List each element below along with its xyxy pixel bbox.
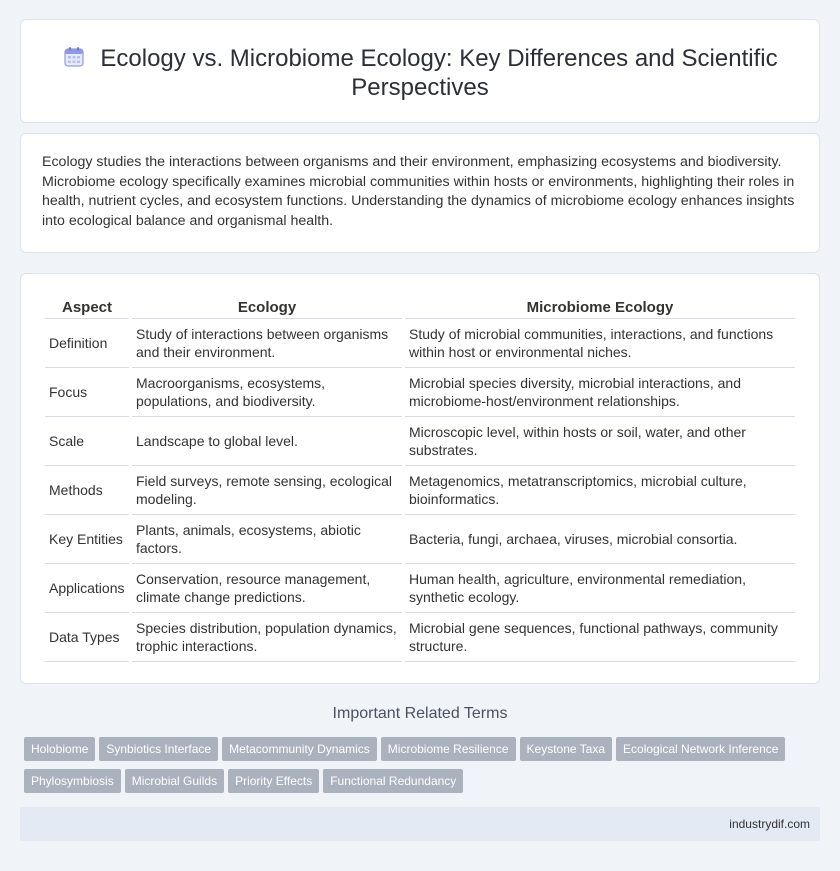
row-microbiome: Microbial gene sequences, functional pathways, community structure. xyxy=(405,613,795,662)
footer-site[interactable]: industrydif.com xyxy=(729,817,810,831)
comparison-table-card xyxy=(20,273,820,684)
intro-card xyxy=(20,133,820,253)
row-ecology: Plants, animals, ecosystems, abiotic factors. xyxy=(132,515,402,564)
tag-ecological-network-inference[interactable]: Ecological Network Inference xyxy=(616,737,785,761)
table-row xyxy=(45,466,795,515)
tag-phylosymbiosis[interactable]: Phylosymbiosis xyxy=(24,769,121,793)
tag-keystone-taxa[interactable]: Keystone Taxa xyxy=(520,737,613,761)
tag-functional-redundancy[interactable]: Functional Redundancy xyxy=(323,769,463,793)
table-row xyxy=(45,319,795,368)
row-ecology: Conservation, resource management, climate change predictions. xyxy=(132,564,402,613)
title-wrap xyxy=(21,44,819,102)
intro-text: Ecology studies the interactions between organisms and their environment, emphasizing ecosystems and biodiversity. Microbiome ecology specifically examines microbial communities within hosts or environments, highlighting their roles in health, nutrient cycles, and ecosystem functions. Understanding the dynamics of microbiome ecology enhances insights into ecological balance and organismal health. xyxy=(42,154,795,229)
tag-synbiotics-interface[interactable]: Synbiotics Interface xyxy=(99,737,218,761)
row-aspect: Applications xyxy=(45,564,129,613)
tag-priority-effects[interactable]: Priority Effects xyxy=(228,769,319,793)
tag-microbial-guilds[interactable]: Microbial Guilds xyxy=(125,769,224,793)
related-terms-list xyxy=(24,737,824,801)
row-microbiome: Metagenomics, metatranscriptomics, microbial culture, bioinformatics. xyxy=(405,466,795,515)
header-aspect: Aspect xyxy=(45,297,129,319)
row-aspect: Focus xyxy=(45,368,129,417)
row-microbiome: Bacteria, fungi, archaea, viruses, microbial consortia. xyxy=(405,515,795,564)
row-aspect: Key Entities xyxy=(45,515,129,564)
row-ecology: Landscape to global level. xyxy=(132,417,402,466)
row-ecology: Macroorganisms, ecosystems, populations, and biodiversity. xyxy=(132,368,402,417)
row-aspect: Scale xyxy=(45,417,129,466)
tag-metacommunity-dynamics[interactable]: Metacommunity Dynamics xyxy=(222,737,377,761)
row-microbiome: Microbial species diversity, microbial interactions, and microbiome-host/environment relationships. xyxy=(405,368,795,417)
row-microbiome: Human health, agriculture, environmental remediation, synthetic ecology. xyxy=(405,564,795,613)
row-aspect: Definition xyxy=(45,319,129,368)
table-row xyxy=(45,417,795,466)
row-ecology: Study of interactions between organisms and their environment. xyxy=(132,319,402,368)
table-header-row xyxy=(45,297,795,319)
row-microbiome: Microscopic level, within hosts or soil, water, and other substrates. xyxy=(405,417,795,466)
header-ecology: Ecology xyxy=(132,297,402,319)
calendar-icon xyxy=(62,45,86,69)
comparison-table xyxy=(42,297,798,662)
header-card xyxy=(20,19,820,123)
table-row xyxy=(45,368,795,417)
row-microbiome: Study of microbial communities, interactions, and functions within host or environmental niches. xyxy=(405,319,795,368)
related-terms-title: Important Related Terms xyxy=(332,705,508,722)
page-title: Ecology vs. Microbiome Ecology: Key Differences and Scientific Perspectives xyxy=(100,45,778,101)
table-row xyxy=(45,564,795,613)
table-row xyxy=(45,515,795,564)
tag-microbiome-resilience[interactable]: Microbiome Resilience xyxy=(381,737,516,761)
row-ecology: Field surveys, remote sensing, ecological modeling. xyxy=(132,466,402,515)
tag-holobiome[interactable]: Holobiome xyxy=(24,737,95,761)
footer xyxy=(20,807,820,841)
row-aspect: Data Types xyxy=(45,613,129,662)
table-row xyxy=(45,613,795,662)
header-microbiome-ecology: Microbiome Ecology xyxy=(405,297,795,319)
row-ecology: Species distribution, population dynamics, trophic interactions. xyxy=(132,613,402,662)
row-aspect: Methods xyxy=(45,466,129,515)
